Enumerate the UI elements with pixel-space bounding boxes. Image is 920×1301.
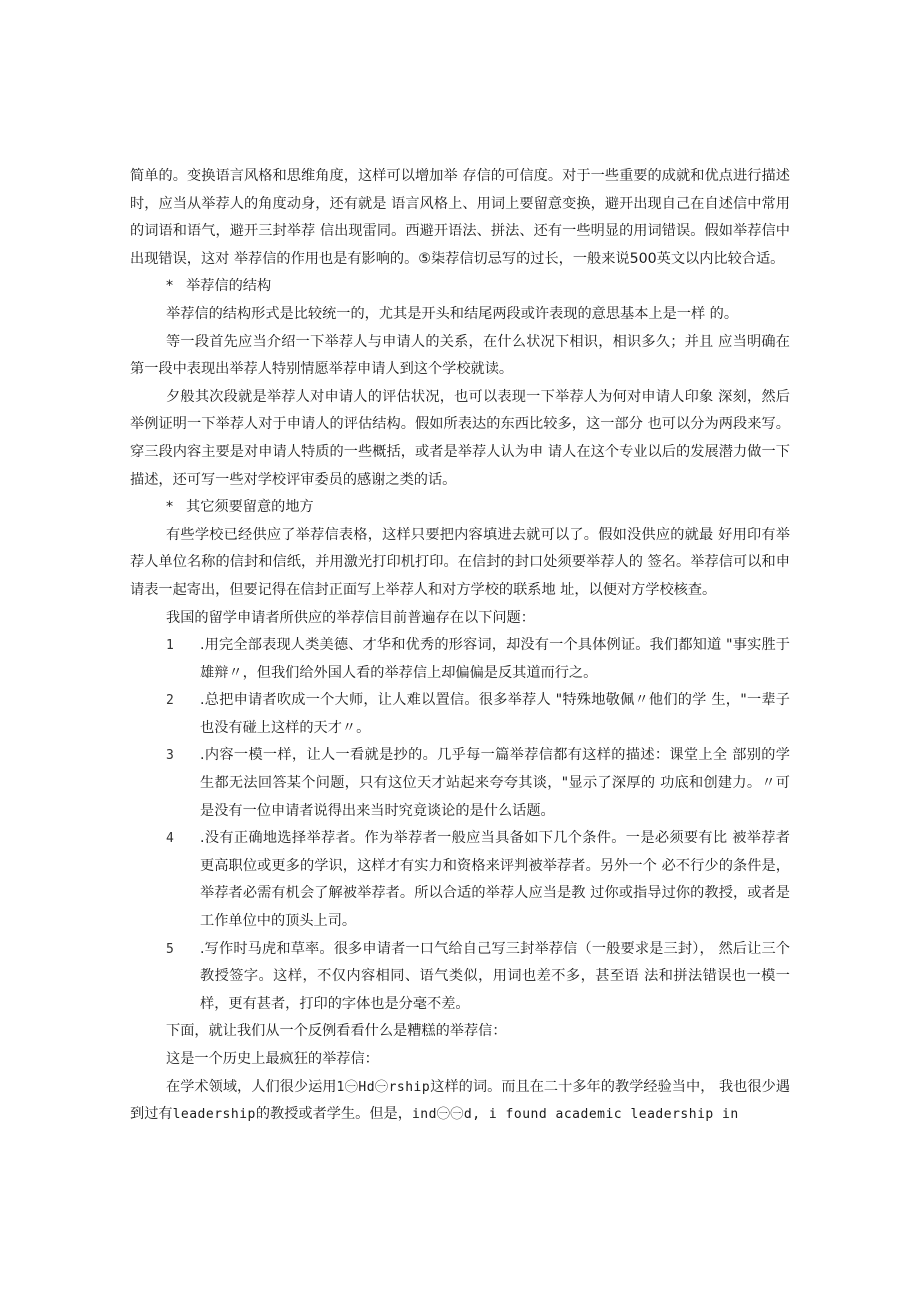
- intro-paragraph: 简单的。变换语言风格和思维角度，这样可以增加举 存信的可信度。对于一些重要的成就和优点进行描述时，应当从举荐人的角度动身，还有就是 语言风格上、用词上要留意变换，避开出现自己在自述信中常用的词语和语气，避开三封举荐 信出现雷同。西避开语法、拼法、还有一些明显的用词错误。假如举荐信中出现错误，这对 举荐信的作用也是有影响的。⑤柒荐信切忌写的过长，一般来说500英文以内比较合适。: [130, 168, 790, 267]
- section-heading-structure: [130, 273, 790, 301]
- list-text: .没有正确地选择举荐者。作为举荐者一般应当具备如下几个条件。一是必须要有比 被举荐者更高职位或更多的学识，这样才有实力和资格来评判被举荐者。另外一个 必不行少的条件是，举荐者必需有机会了解被举荐者。所以合适的举荐人应当是教 过你或指导过你的教授，或者是工作单位中的顶头上司。: [200, 830, 790, 930]
- list-item: [130, 742, 790, 825]
- list-item: [130, 687, 790, 742]
- section-title: 其它须要留意的地方: [186, 499, 314, 516]
- list-text: .用完全部表现人类美德、才华和优秀的形容词，却没有一个具体例证。我们都知道 "事实胜于雄辩〃，但我们给外国人看的举荐信上却偏偏是反其道而行之。: [200, 637, 790, 681]
- list-number: 2: [166, 693, 174, 709]
- list-number: 3: [166, 748, 174, 764]
- document-body: [130, 163, 790, 1129]
- body-paragraph: 举荐信的结构形式是比较统一的，尤其是开头和结尾两段或许表现的意思基本上是一样 的。: [166, 305, 739, 322]
- example-title: 这是一个历史上最疯狂的举荐信：: [166, 1051, 379, 1067]
- example-text: 在学术领域，人们很少运用: [166, 1078, 337, 1095]
- example-text: 这样的词。而且在二十多年的教学经验当中， 我也很少遇到过有: [130, 1078, 790, 1123]
- body-paragraph: 夕般其次段就是举荐人对申请人的评估状况，也可以表现一下举荐人为何对申请人印象 深刻，然后举例证明一下举荐人对于申请人的评估结构。假如所表达的东西比较多，这一部分 也可以分为两段来写。穿三段内容主要是对申请人特质的一些概括，或者是举荐人认为申 请人在这个专业以后的发展潜力做一下描述，还可写一些对学校评审委员的感谢之类的话。: [130, 388, 790, 488]
- list-number: 5: [166, 941, 174, 957]
- body-paragraph: 等一段首先应当介绍一下举荐人与申请人的关系，在什么状况下相识，相识多久；并且 应当明确在第一段中表现出举荐人特别情愿举荐申请人到这个学校就读。: [130, 333, 790, 378]
- list-number: 4: [166, 831, 174, 847]
- bullet-star-icon: *: [166, 278, 174, 295]
- list-item: [130, 825, 790, 935]
- section-title: 举荐信的结构: [186, 278, 272, 295]
- example-text-mono: 1㊀Hd㊀rship: [336, 1079, 431, 1095]
- example-paragraph: [130, 1074, 790, 1129]
- list-text: .写作时马虎和草率。很多申请者一口气给自己写三封举荐信（一般要求是三封）， 然后让三个教授签字。这样，不仅内容相同、语气类似，用词也差不多，甚至语 法和拼法错误也一模一样，更有甚者，打印的字体也是分毫不差。: [200, 940, 790, 1012]
- example-text-mono: ind㊀㊀d, i found academic leadership in: [411, 1107, 739, 1123]
- body-paragraph: 有些学校已经供应了举荐信表格，这样只要把内容填进去就可以了。假如没供应的就最 好用印有举荐人单位名称的信封和信纸，并用激光打印机打印。在信封的封口处须要举荐人的 签名。举荐信可以和申请表一起寄出，但要记得在信封正面写上举荐人和对方学校的联系地 址，以便对方学校核查。: [130, 526, 790, 598]
- problems-intro: 我国的留学申请者所供应的举荐信目前普遍存在以下问题：: [166, 609, 535, 626]
- list-text: .总把申请者吹成一个大师，让人难以置信。很多举荐人 "特殊地敬佩〃他们的学 生，"一辈子也没有碰上这样的天才〃。: [200, 692, 790, 736]
- bullet-star-icon: *: [166, 499, 174, 516]
- list-item: [130, 632, 790, 687]
- list-item: [130, 936, 790, 1019]
- example-text: 的教授或者学生。但是，: [255, 1106, 412, 1123]
- list-number: 1: [166, 638, 174, 654]
- example-text-mono: leadership: [172, 1107, 256, 1123]
- section-heading-notes: [130, 494, 790, 522]
- example-intro: 下面，就让我们从一个反例看看什么是糟糕的举荐信：: [166, 1023, 507, 1040]
- list-text: .内容一模一样，让人一看就是抄的。几乎每一篇举荐信都有这样的描述：课堂上全 部别的学生都无法回答某个问题，只有这位天才站起来夸夸其谈，"显示了深厚的 功底和创建力。〃可是没有一位申请者说得出来当时究竟谈论的是什么话题。: [200, 747, 790, 819]
